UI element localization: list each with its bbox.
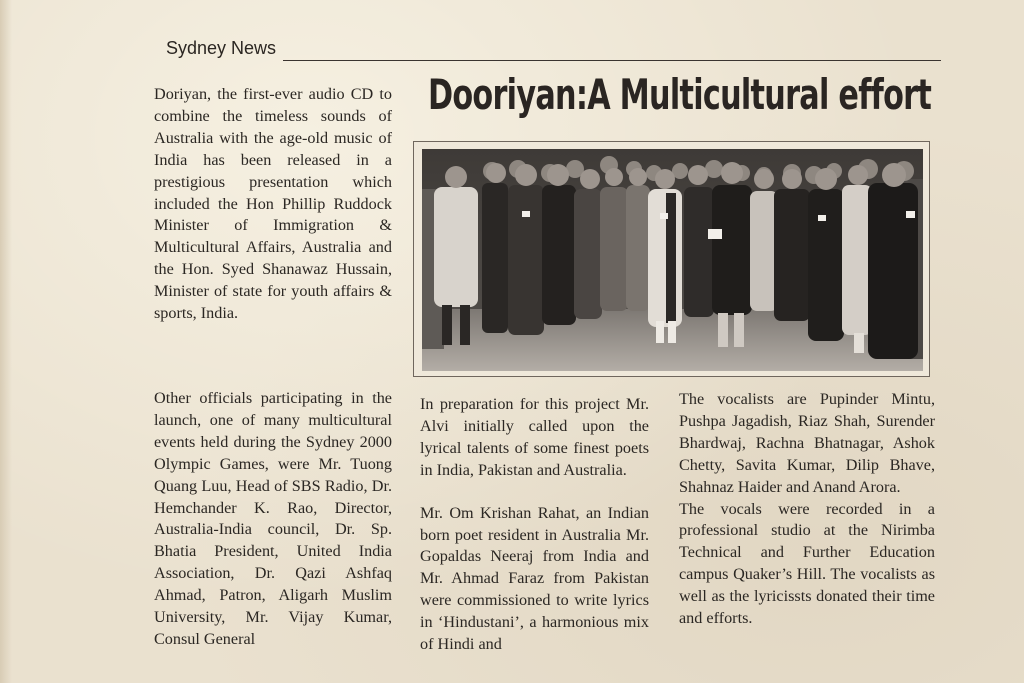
column2-paragraph-1: In preparation for this project Mr. Alvi initially called upon the lyrical talents of some finest poets in India, Pakistan and Australia. (420, 395, 649, 479)
article-headline: Dooriyan:A Multicultural effort (428, 70, 932, 119)
column2-paragraph-2: Mr. Om Krishan Rahat, an Indian born poet resident in Australia Mr. Gopaldas Neeraj from India and Mr. Ahmad Faraz from Pakistan were commissioned to write lyrics in ‘Hindustani’, a harmonious mix of Hindi and (420, 503, 649, 654)
group-photo-illustration (422, 149, 923, 371)
article-column-3 (679, 389, 935, 630)
group-photo (422, 149, 923, 371)
column1-paragraph-2: Other officials participating in the launch, one of many multicultural events held during the Sydney 2000 Olympic Games, were Mr. Tuong Quang Luu, Head of SBS Radio, Dr. Hemchander K. Rao, Director, Australia-India council, Dr. Sp. Bhatia President, United India Association, Dr. Qazi Ashfaq Ahmad, Patron, Aligarh Muslim University, Mr. Vijay Kumar, Consul General (154, 389, 392, 648)
section-rule (283, 60, 941, 61)
column1-paragraph-1: Doriyan, the first-ever audio CD to combine the timeless sounds of Australia with the age-old music of India has been released in a prestigious presentation which included the Hon Phillip Ruddock Minister of Immigration & Multicultural Affairs, Australia and the Hon. Syed Shanawaz Hussain, Minister of state for youth affairs & sports, India. (154, 85, 392, 323)
column3-paragraph-1: The vocalists are Pupinder Mintu, Pushpa Jagadish, Riaz Shah, Surender Bhardwaj, Rachna Bhatnagar, Ashok Chetty, Savita Kumar, Dilip Bhave, Shahnaz Haider and Anand Arora. (679, 390, 935, 496)
page-edge-shadow (0, 0, 12, 683)
column3-paragraph-2: The vocals were recorded in a professional studio at the Nirimba Technical and Further Education campus Quaker’s Hill. The vocalists as well as the lyricissts donated their time and efforts. (679, 499, 935, 628)
paragraph-gap (420, 482, 649, 503)
photo-frame (413, 141, 930, 377)
article-column-2 (420, 394, 649, 656)
section-label: Sydney News (166, 38, 277, 58)
